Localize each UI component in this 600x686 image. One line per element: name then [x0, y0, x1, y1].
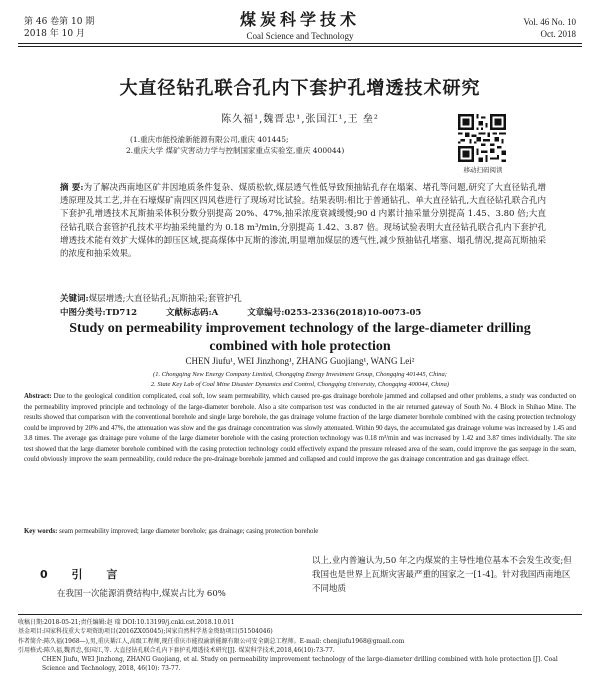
affiliations-en: [60, 370, 540, 390]
qr-caption: 移动扫码阅读: [463, 166, 503, 174]
footnote-divider: [18, 614, 582, 615]
abstract-cn-text: 为了解决西南地区矿井因地质条件复杂、煤质松软,煤层透气性低导致预抽钻孔存在塌案、堵孔等问题,研究了大直径钻孔增透原理及其工艺,并在石壕煤矿南四区四风巷进行了现场对比试验。结果表明:相比于普通钻孔、单大直径钻孔,大直径钻孔联合孔内下套护孔增透技术瓦斯抽采体积分数分别提高 20%、47%,抽采浓度衰减缓慢;90 d 内累计抽采量分别提高 1.45、3.80 倍;大直径钻孔联合套管护孔技术平均抽采纯量约为 0.18 m³/min,分别提高 1.42、3.87 倍。现场试验表明大直径钻孔联合孔内下套护孔增透技术能有效扩大煤体的卸压区域,提高煤体中瓦斯的渗流,明显增加煤层的透气性,减少预抽钻孔堵塞、塌孔情况,提高瓦斯抽采的浓度和抽采效果。: [60, 183, 546, 260]
header-right: [523, 16, 576, 40]
footnote-received: 收稿日期:2018-05-21;责任编辑:赵 瑞 DOI:10.13199/j.cnki.cst.2018.10.011: [18, 619, 235, 626]
abstract-cn-label: 摘 要:: [60, 183, 84, 193]
authors-cn: 陈久福¹,魏晋忠¹,张国江¹,王 垒²: [221, 114, 379, 125]
affiliation-cn-1: (1.重庆市能投渝新能源有限公司,重庆 401445;: [130, 135, 289, 144]
footnote-citation-en: CHEN Jiufu, WEI Jinzhong, ZHANG Guojiang, et al. Study on permeability improvement technology of the large-diameter drilling combined with hole protection [J]. Coal Science and Technology, 2018, 46(10): 73-77.: [42, 656, 558, 673]
paper-title-cn: 大直径钻孔联合孔内下套护孔增透技术研究: [119, 78, 481, 99]
footnote-citation-cn: 引用格式:陈久福,魏晋忠,张国江,等. 大直径钻孔联合孔内下套护孔增透技术研究[J]. 煤炭科学技术,2018,46(10):73-77.: [18, 646, 335, 654]
abstract-en-label: Abstract:: [24, 393, 52, 400]
classification-line: [60, 306, 546, 318]
date-en: Oct. 2018: [540, 29, 576, 39]
volume-en: Vol. 46 No. 10: [523, 17, 576, 27]
header-divider-thin: [18, 46, 582, 47]
abstract-en-text: Due to the geological condition complicated, coal soft, low seam permeability, which caused pre-gas drainage borehole jammed and collapsed and other problems, a study was conducted on the permeability improved principle and technology of the large-diameter borehole. Also a site comparison test was conducted in the air returned gateway of South No. 4 Block in Shihao Mine. The results showed that comparison with the conventional borehole and single large borehole, the gas drainage volume fraction of the large diameter borehole combined with the casing protection technology could be improved by 20% and 47%, the attenuation was slow and the gas drainage concentration was slowly attenuated. Within 90 days, the accumulated gas drainage volume was increased by 1.45 and 3.8 times. The average gas drainage pure volume of the large diameter borehole with the casing protection technology was 0.18 m³/min and was increased by 1.42 and 3.87 times individually. The site test showed that the large diameter borehole combined with the casing protection technology could effectively expand the pressure released area of the seam, could improve the gas seepage in the seam, could obviously improve the seam permeability, could reduce the pre-drainage borehole jammed and collapsed and could improve the gas drainage concentration and gas drainage effect.: [24, 393, 577, 463]
affiliation-en-1: (1. Chongqing New Energy Company Limited, Chongqing Energy Investment Group, Chongqing 401445, China;: [153, 371, 447, 378]
keywords-en-label: Key words:: [24, 528, 58, 535]
section-heading-intro: 0 引 言: [40, 568, 128, 581]
keywords-cn-label: 关键词:: [60, 294, 89, 304]
journal-name-cn: 煤炭科学技术: [239, 10, 360, 29]
authors-en: CHEN Jiufu¹, WEI Jinzhong¹, ZHANG Guojiang¹, WANG Lei²: [185, 356, 415, 366]
keywords-cn-text: 煤层增透;大直径钻孔;瓦斯抽采;套管护孔: [88, 294, 242, 304]
keywords-cn: [60, 292, 546, 304]
volume-issue-cn: 第 46 卷第 10 期: [24, 17, 95, 27]
affiliations-cn: [126, 134, 460, 156]
document-code: 文献标志码:A: [166, 308, 219, 318]
keywords-en-text: seam permeability improved; large diameter borehole; gas drainage; casing protection borehole: [59, 528, 319, 535]
journal-name-en: Coal Science and Technology: [246, 31, 354, 41]
paper-title-en: Study on permeability improvement technology of the large-diameter drilling combined with hole protection: [69, 321, 531, 354]
header-divider: [18, 43, 582, 44]
date-cn: 2018 年 10 月: [24, 29, 85, 39]
keywords-en: [24, 528, 576, 535]
clc-number: 中图分类号:TD712: [60, 308, 138, 318]
abstract-en: [24, 392, 576, 466]
footnote-author-bio: 作者简介:陈久福(1968—),男,重庆綦江人,高级工程师,现任重庆市能投渝新能源有限公司安全副总工程师。E-mail: chenjiufu1968@gmail.com: [18, 637, 405, 645]
affiliation-cn-2: 2.重庆大学 煤矿灾害动力学与控制国家重点实验室,重庆 400044): [126, 146, 345, 155]
intro-right-column: 以上,业内普遍认为,50 年之内煤炭的主导性地位基本不会发生改变;但我国也是世界上瓦斯灾害最严重的国家之一[1-4]。针对我国西南地区不同地质: [312, 556, 572, 594]
header-center: [200, 10, 400, 42]
affiliation-en-2: 2. State Key Lab of Coal Mine Disaster Dynamics and Control, Chongqing University, Chongqing 400044, China): [150, 381, 450, 388]
header-left: [24, 16, 94, 40]
intro-left-column: 在我国一次能源消费结构中,煤炭占比为 60%: [57, 589, 226, 599]
abstract-cn: [60, 182, 546, 261]
footnote-funding: 基金项目:国家科技重大专项资助项目(2016ZX05045);国家自然科学基金资助项目(51504046): [18, 628, 273, 636]
qr-code-icon[interactable]: [458, 114, 506, 162]
article-number: 文章编号:0253-2336(2018)10-0073-05: [247, 308, 422, 318]
footnotes: [18, 618, 582, 674]
